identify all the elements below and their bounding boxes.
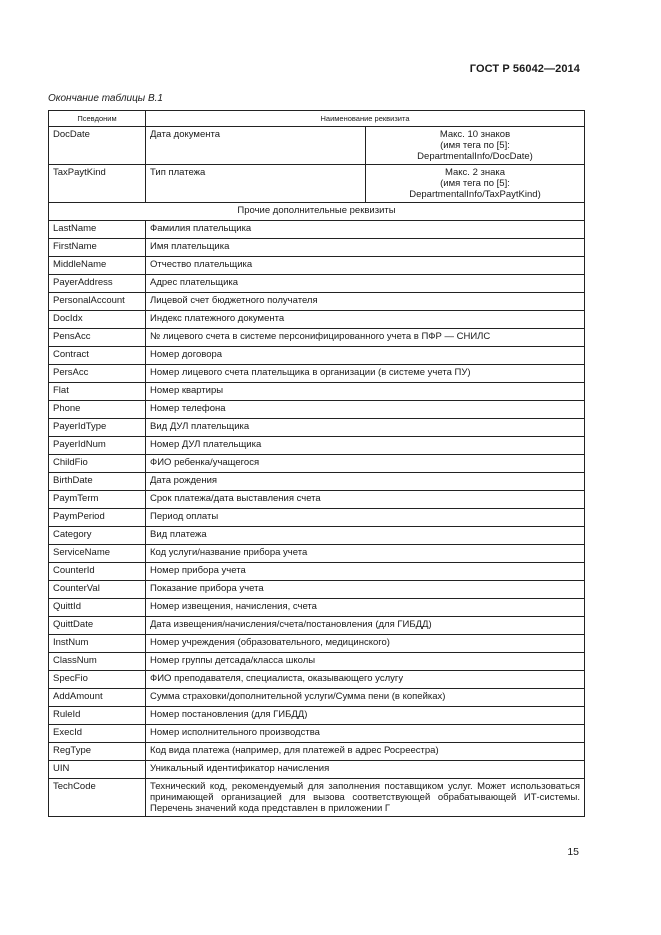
row-name: Дата извещения/начисления/счета/постановления (для ГИБДД) <box>146 617 585 635</box>
row-alias: PersAcc <box>49 365 146 383</box>
table-header-row <box>49 111 585 127</box>
row-name: Уникальный идентификатор начисления <box>146 761 585 779</box>
row-alias: PaymPeriod <box>49 509 146 527</box>
table-row <box>49 311 585 329</box>
row-name: Технический код, рекомендуемый для заполнения поставщиком услуг. Может использоваться принимающей организацией для вызова соответствующей обрабатывающей ИТ-системы. Перечень значений кода представлен в приложении Г <box>146 779 585 817</box>
table-row <box>49 127 585 165</box>
row-name: Номер телефона <box>146 401 585 419</box>
row-name: Отчество плательщика <box>146 257 585 275</box>
row-alias: TechCode <box>49 779 146 817</box>
section-title: Прочие дополнительные реквизиты <box>49 203 585 221</box>
row-name: Номер ДУЛ плательщика <box>146 437 585 455</box>
row-alias: CounterId <box>49 563 146 581</box>
row-name: Номер прибора учета <box>146 563 585 581</box>
row-alias: RuleId <box>49 707 146 725</box>
row-alias: PensAcc <box>49 329 146 347</box>
table-caption: Окончание таблицы В.1 <box>48 93 163 104</box>
row-name: Индекс платежного документа <box>146 311 585 329</box>
table-row <box>49 707 585 725</box>
row-name: ФИО ребенка/учащегося <box>146 455 585 473</box>
table-row <box>49 293 585 311</box>
table-row <box>49 419 585 437</box>
column-header-name: Наименование реквизита <box>146 111 585 127</box>
table-row <box>49 563 585 581</box>
row-name: ФИО преподавателя, специалиста, оказывающего услугу <box>146 671 585 689</box>
row-alias: ExecId <box>49 725 146 743</box>
row-alias: PayerAddress <box>49 275 146 293</box>
row-name: Показание прибора учета <box>146 581 585 599</box>
table-row <box>49 329 585 347</box>
row-note-line: (имя тега по [5]: <box>440 140 510 151</box>
table-row <box>49 743 585 761</box>
row-name: Вид платежа <box>146 527 585 545</box>
row-name: Сумма страховки/дополнительной услуги/Сумма пени (в копейках) <box>146 689 585 707</box>
row-name: Номер учреждения (образовательного, медицинского) <box>146 635 585 653</box>
table-row <box>49 275 585 293</box>
section-row <box>49 203 585 221</box>
table-row <box>49 527 585 545</box>
row-note <box>366 165 585 203</box>
table-row <box>49 581 585 599</box>
row-alias: BirthDate <box>49 473 146 491</box>
row-name: № лицевого счета в системе персонифицированного учета в ПФР — СНИЛС <box>146 329 585 347</box>
table-row <box>49 473 585 491</box>
table-row <box>49 347 585 365</box>
row-note-line: DepartmentalInfo/DocDate) <box>417 151 533 162</box>
row-note-line: Макс. 2 знака <box>444 167 506 178</box>
row-note-line: Макс. 10 знаков <box>439 129 511 140</box>
row-alias: Flat <box>49 383 146 401</box>
row-alias: QuittId <box>49 599 146 617</box>
row-alias: Contract <box>49 347 146 365</box>
table-row <box>49 545 585 563</box>
table-row <box>49 257 585 275</box>
row-name: Номер группы детсада/класса школы <box>146 653 585 671</box>
table-row <box>49 599 585 617</box>
row-alias: InstNum <box>49 635 146 653</box>
row-alias: UIN <box>49 761 146 779</box>
row-alias: CounterVal <box>49 581 146 599</box>
row-name: Лицевой счет бюджетного получателя <box>146 293 585 311</box>
document-standard-code: ГОСТ Р 56042—2014 <box>469 63 580 75</box>
row-alias: PaymTerm <box>49 491 146 509</box>
row-alias: PersonalAccount <box>49 293 146 311</box>
table-row <box>49 491 585 509</box>
row-note <box>366 127 585 165</box>
table-row <box>49 221 585 239</box>
table-row <box>49 365 585 383</box>
row-alias: MiddleName <box>49 257 146 275</box>
row-name: Тип платежа <box>146 165 366 203</box>
row-alias: PayerIdNum <box>49 437 146 455</box>
row-alias: PayerIdType <box>49 419 146 437</box>
table-row <box>49 383 585 401</box>
row-alias: ClassNum <box>49 653 146 671</box>
row-name: Номер извещения, начисления, счета <box>146 599 585 617</box>
table-row <box>49 635 585 653</box>
row-alias: RegType <box>49 743 146 761</box>
row-name: Номер исполнительного производства <box>146 725 585 743</box>
table-row <box>49 165 585 203</box>
table-row <box>49 401 585 419</box>
table-row <box>49 437 585 455</box>
row-note-line: (имя тега по [5]: <box>440 178 510 189</box>
row-name: Период оплаты <box>146 509 585 527</box>
row-name: Адрес плательщика <box>146 275 585 293</box>
row-alias: QuittDate <box>49 617 146 635</box>
row-alias: DocDate <box>49 127 146 165</box>
table-row <box>49 689 585 707</box>
row-name: Имя плательщика <box>146 239 585 257</box>
table-row <box>49 239 585 257</box>
row-name: Фамилия плательщика <box>146 221 585 239</box>
row-name: Номер лицевого счета плательщика в организации (в системе учета ПУ) <box>146 365 585 383</box>
row-alias: ChildFio <box>49 455 146 473</box>
row-alias: DocIdx <box>49 311 146 329</box>
row-alias: Phone <box>49 401 146 419</box>
row-name: Код услуги/название прибора учета <box>146 545 585 563</box>
row-alias: AddAmount <box>49 689 146 707</box>
row-alias: FirstName <box>49 239 146 257</box>
table-row <box>49 653 585 671</box>
table-row <box>49 455 585 473</box>
row-name: Номер квартиры <box>146 383 585 401</box>
table-row <box>49 509 585 527</box>
row-name: Дата документа <box>146 127 366 165</box>
row-name: Срок платежа/дата выставления счета <box>146 491 585 509</box>
row-name: Вид ДУЛ плательщика <box>146 419 585 437</box>
requisites-table <box>48 110 585 817</box>
table-row <box>49 779 585 817</box>
table-row <box>49 671 585 689</box>
row-alias: TaxPaytKind <box>49 165 146 203</box>
row-alias: LastName <box>49 221 146 239</box>
row-alias: SpecFio <box>49 671 146 689</box>
page-number: 15 <box>567 846 579 858</box>
row-alias: Category <box>49 527 146 545</box>
row-name: Код вида платежа (например, для платежей в адрес Росреестра) <box>146 743 585 761</box>
row-name: Номер договора <box>146 347 585 365</box>
table-row <box>49 617 585 635</box>
row-name: Дата рождения <box>146 473 585 491</box>
column-header-alias: Псевдоним <box>49 111 146 127</box>
table-row <box>49 725 585 743</box>
row-note-line: DepartmentalInfo/TaxPaytKind) <box>409 189 541 200</box>
table-row <box>49 761 585 779</box>
row-name: Номер постановления (для ГИБДД) <box>146 707 585 725</box>
row-alias: ServiceName <box>49 545 146 563</box>
